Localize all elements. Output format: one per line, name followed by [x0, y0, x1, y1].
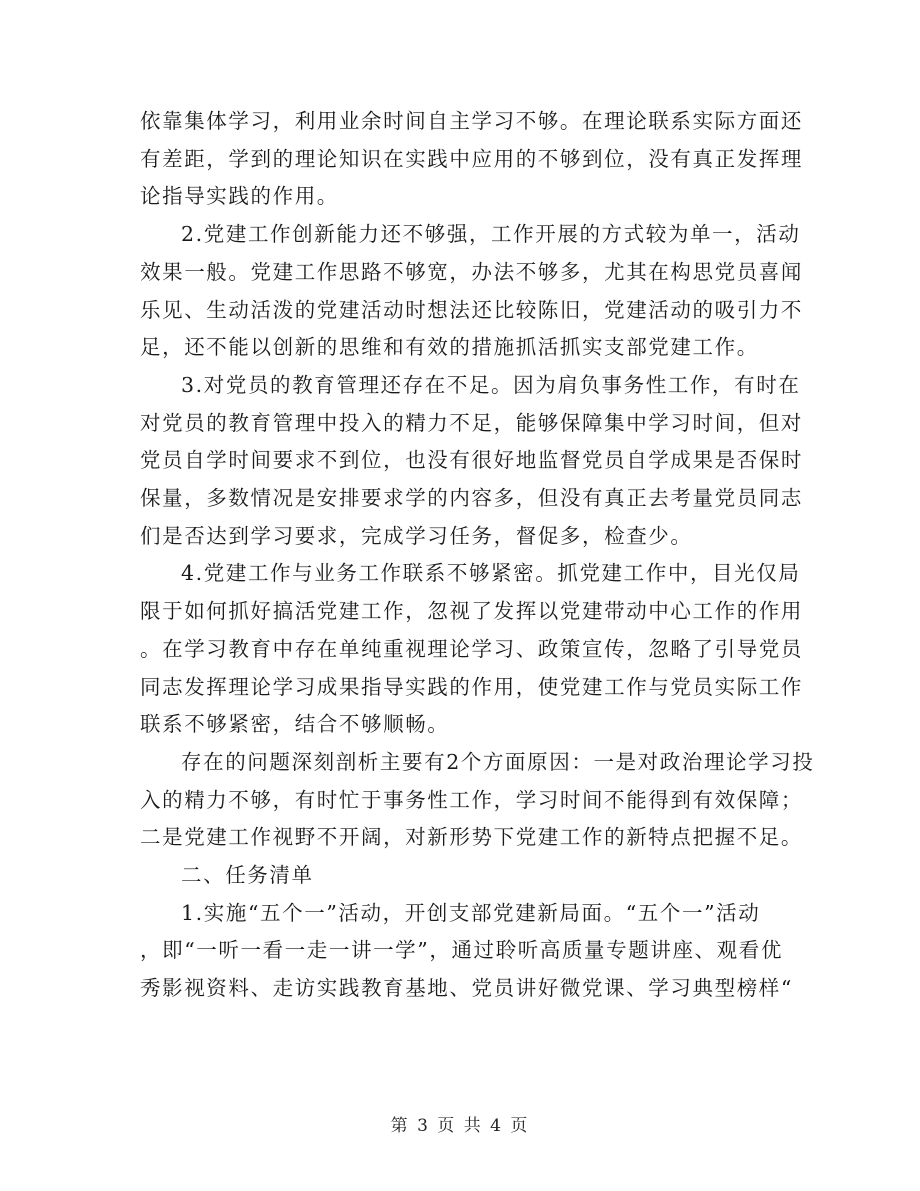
paragraph	[140, 555, 803, 744]
text-line: 联系不够紧密，结合不够顺畅。	[140, 712, 450, 737]
text-line: ，即“一听一看一走一讲一学”，通过聆听高质量专题讲座、观看优	[140, 938, 783, 963]
paragraph	[140, 744, 815, 857]
text-line: 入的精力不够，有时忙于事务性工作，学习时间不能得到有效保障；	[140, 787, 803, 812]
text-line: 论指导实践的作用。	[140, 184, 339, 209]
text-line: 二、任务清单	[181, 863, 314, 888]
text-line: 党员自学时间要求不到位，也没有很好地监督党员自学成果是否保时	[140, 448, 803, 473]
paragraph	[140, 103, 803, 216]
text-line: 有差距，学到的理论知识在实践中应用的不够到位，没有真正发挥理	[140, 146, 803, 171]
text-line: 3.对党员的教育管理还存在不足。因为肩负事务性工作，有时在	[181, 372, 801, 397]
text-line: 4.党建工作与业务工作联系不够紧密。抓党建工作中，目光仅局	[181, 561, 801, 586]
text-line: 。在学习教育中存在单纯重视理论学习、政策宣传，忽略了引导党员	[140, 636, 803, 661]
text-line: 秀影视资料、走访实践教育基地、党员讲好微党课、学习典型榜样“	[140, 976, 793, 1001]
text-line: 依靠集体学习，利用业余时间自主学习不够。在理论联系实际方面还	[140, 109, 803, 133]
paragraph	[140, 216, 803, 367]
document-body	[140, 103, 815, 1008]
text-line: 保量，多数情况是安排要求学的内容多，但没有真正去考量党员同志	[140, 486, 803, 511]
text-line: 对党员的教育管理中投入的精力不足，能够保障集中学习时间，但对	[140, 410, 803, 435]
paragraph	[140, 367, 803, 556]
text-line: 效果一般。党建工作思路不够宽，办法不够多，尤其在构思党员喜闻	[140, 259, 803, 284]
text-line: 1.实施“五个一”活动，开创支部党建新局面。“五个一”活动	[181, 900, 761, 925]
text-line: 们是否达到学习要求，完成学习任务，督促多，检查少。	[140, 523, 693, 548]
text-line: 存在的问题深刻剖析主要有2个方面原因：一是对政治理论学习投	[181, 749, 815, 774]
text-line: 限于如何抓好搞活党建工作，忽视了发挥以党建带动中心工作的作用	[140, 599, 803, 624]
text-line: 足，还不能以创新的思维和有效的措施抓活抓实支部党建工作。	[140, 335, 759, 360]
paragraph	[140, 857, 780, 895]
page-footer: 第 3 页 共 4 页	[390, 1116, 530, 1136]
text-line: 乐见、生动活泼的党建活动时想法还比较陈旧，党建活动的吸引力不	[140, 297, 803, 322]
text-line: 2.党建工作创新能力还不够强，工作开展的方式较为单一，活动	[181, 222, 801, 247]
paragraph	[140, 895, 793, 1008]
text-line: 二是党建工作视野不开阔，对新形势下党建工作的新特点把握不足。	[140, 825, 803, 850]
text-line: 同志发挥理论学习成果指导实践的作用，使党建工作与党员实际工作	[140, 674, 803, 699]
